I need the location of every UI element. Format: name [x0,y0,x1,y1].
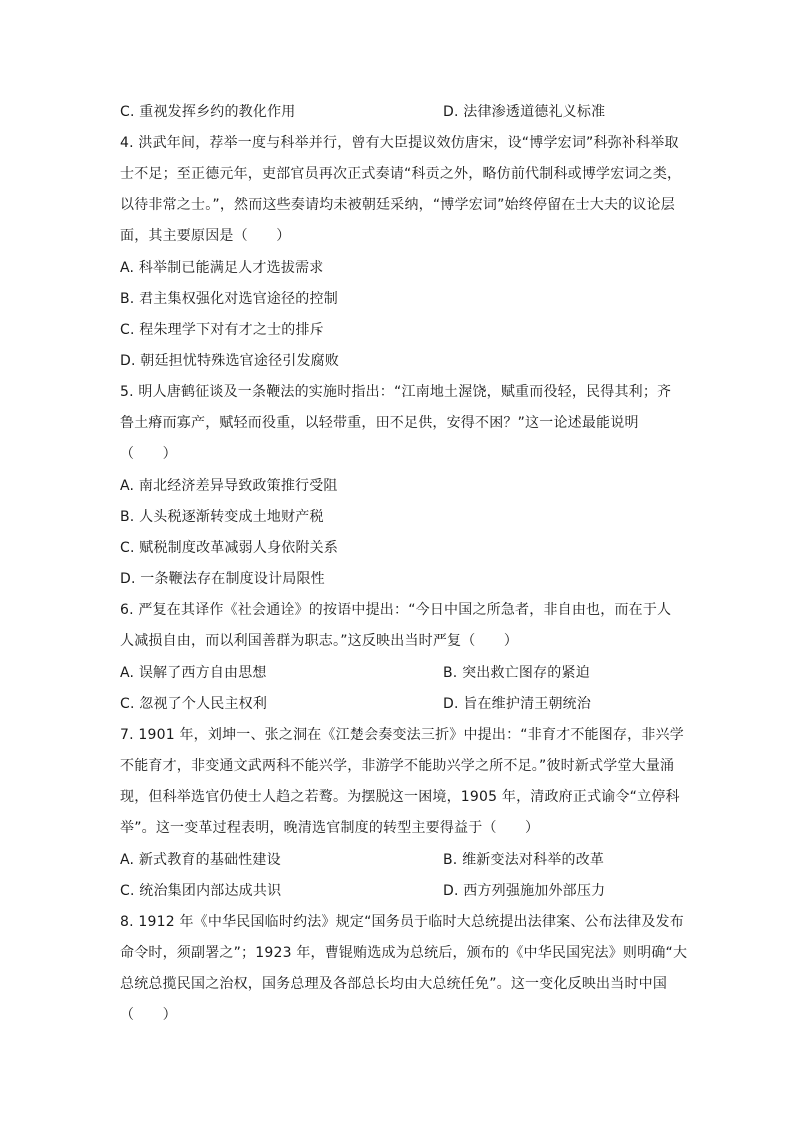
q3-option-d: D. 法律渗透道德礼义标准 [443,104,606,120]
q4-option-c: C. 程朱理学下对有才之士的排斥 [120,322,324,338]
q6-stem-line: 人减损自由，而以利国善群为职志。”这反映出当时严复（ ） [120,633,519,649]
q7-option-a: A. 新式教育的基础性建设 [120,852,281,868]
q5-stem-line: 5. 明人唐鹤征谈及一条鞭法的实施时指出：“江南地土渥饶，赋重而役轻，民得其利；齐 [120,384,672,400]
q5-stem-line: （ ） [120,446,177,462]
q5-stem-line: 鲁土瘠而寡产，赋轻而役重，以轻带重，田不足供，安得不困？”这一论述最能说明 [120,415,639,431]
q7-option-c: C. 统治集团内部达成共识 [120,883,282,899]
q4-stem-line: 面，其主要原因是（ ） [120,228,291,244]
q5-option-b: B. 人头税逐渐转变成土地财产税 [120,509,324,525]
q7-stem-line: 现，但科举选官仍使士人趋之若鹜。为摆脱这一困境，1905 年，清政府正式谕令“立停科 [120,789,680,805]
q7-stem-line: 7. 1901 年，刘坤一、张之洞在《江楚会奏变法三折》中提出：“非育才不能图存，非兴学 [120,727,684,743]
q4-option-b: B. 君主集权强化对选官途径的控制 [120,291,338,307]
q6-option-a: A. 误解了西方自由思想 [120,665,267,681]
q4-stem-line: 以待非常之士。”，然而这些奏请均未被朝廷采纳，“博学宏词”始终停留在士大夫的议论层 [120,197,675,213]
q6-stem-line: 6. 严复在其译作《社会通诠》的按语中提出：“今日中国之所急者，非自由也，而在于人 [120,602,672,618]
q3-option-c: C. 重视发挥乡约的教化作用 [120,104,296,120]
q6-option-b: B. 突出救亡图存的紧迫 [443,665,590,681]
q4-option-a: A. 科举制已能满足人才选拔需求 [120,260,324,276]
q6-option-c: C. 忽视了个人民主权利 [120,696,268,712]
q8-stem-line: （ ） [120,1007,177,1023]
q4-stem-line: 4. 洪武年间，荐举一度与科举并行，曾有大臣提议效仿唐宋，设“博学宏词”科弥补科举取 [120,135,679,151]
q5-option-d: D. 一条鞭法存在制度设计局限性 [120,571,325,587]
q6-option-d: D. 旨在维护清王朝统治 [443,696,592,712]
q7-stem-line: 举”。这一变革过程表明，晚清选官制度的转型主要得益于（ ） [120,820,540,836]
q8-stem-line: 总统总揽民国之治权，国务总理及各部总长均由大总统任免”。这一变化反映出当时中国 [120,976,668,992]
q7-stem-line: 不能育才，非变通文武两科不能兴学，非游学不能助兴学之所不足。”彼时新式学堂大量涌 [120,758,675,774]
q8-stem-line: 命令时，须副署之”；1923 年，曹锟贿选成为总统后，颁布的《中华民国宪法》则明确“大 [120,945,688,961]
q7-option-d: D. 西方列强施加外部压力 [443,883,606,899]
q5-option-a: A. 南北经济差异导致政策推行受阻 [120,478,338,494]
q5-option-c: C. 赋税制度改革减弱人身依附关系 [120,540,339,556]
q4-option-d: D. 朝廷担忧特殊选官途径引发腐败 [120,353,340,369]
q8-stem-line: 8. 1912 年《中华民国临时约法》规定“国务员于临时大总统提出法律案、公布法律及发布 [120,914,684,930]
q7-option-b: B. 维新变法对科举的改革 [443,852,605,868]
q4-stem-line: 士不足；至正德元年，吏部官员再次正式奏请“科贡之外，略仿前代制科或博学宏词之类， [120,166,682,182]
